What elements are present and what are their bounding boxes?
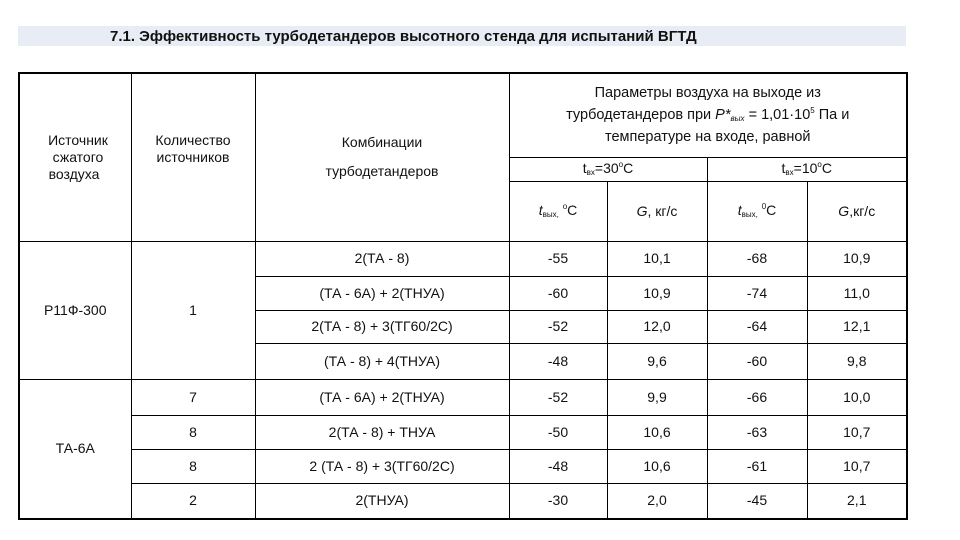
- header-combination: [255, 73, 509, 241]
- t-in-10-symbol: t: [781, 160, 786, 177]
- header-count-line2: источников: [156, 148, 230, 165]
- t30-cell: -30: [509, 483, 607, 519]
- t-in-30-symbol: t: [582, 160, 587, 177]
- t30-cell: -52: [509, 310, 607, 343]
- t30-cell: -48: [509, 343, 607, 379]
- source-cell: ТА-6А: [19, 379, 131, 519]
- g10-cell: 10,9: [807, 241, 907, 276]
- t10-cell: -60: [707, 343, 807, 379]
- count-cell: 2: [131, 483, 255, 519]
- source-cell: Р11Ф-300: [19, 241, 131, 379]
- page-title: 7.1. Эффективность турбодетандеров высотного стенда для испытаний ВГТД: [110, 28, 697, 45]
- col-t30-unit: C: [567, 202, 578, 219]
- col-g30-unit: , кг/с: [647, 202, 678, 219]
- col-t30-sub: вых,: [542, 210, 559, 220]
- g30-cell: 10,6: [607, 415, 707, 449]
- table-row: [19, 483, 907, 519]
- g30-cell: 9,9: [607, 379, 707, 415]
- combo-cell: (ТА - 8) + 4(ТНУА): [255, 343, 509, 379]
- col-t10-symbol: t: [737, 202, 742, 219]
- table-row: [19, 449, 907, 483]
- header-col-g30: [607, 181, 707, 241]
- col-g30-symbol: G: [636, 202, 648, 219]
- g10-cell: 2,1: [807, 483, 907, 519]
- header-col-t30: [509, 181, 607, 241]
- header-col-g10: [807, 181, 907, 241]
- g30-cell: 2,0: [607, 483, 707, 519]
- t10-cell: -68: [707, 241, 807, 276]
- g10-cell: 10,7: [807, 449, 907, 483]
- t-in-30-deg: o: [618, 160, 624, 170]
- g30-cell: 12,0: [607, 310, 707, 343]
- count-cell: 1: [131, 241, 255, 379]
- header-t-in-30: [509, 157, 707, 181]
- combo-cell: (ТА - 6А) + 2(ТНУА): [255, 276, 509, 310]
- t10-cell: -74: [707, 276, 807, 310]
- header-col-t10: [707, 181, 807, 241]
- header-params: [509, 73, 907, 157]
- col-t30-deg: o: [562, 202, 568, 212]
- g10-cell: 10,7: [807, 415, 907, 449]
- header-params-p: P*: [715, 107, 731, 124]
- col-g10-symbol: G: [838, 202, 850, 219]
- count-cell: 8: [131, 449, 255, 483]
- table-row: [19, 379, 907, 415]
- t10-cell: -63: [707, 415, 807, 449]
- combo-cell: 2(ТНУА): [255, 483, 509, 519]
- t30-cell: -55: [509, 241, 607, 276]
- header-t-in-10: [707, 157, 907, 181]
- header-params-line2b: = 1,01·10: [748, 107, 811, 124]
- col-t10-deg: 0: [761, 202, 767, 212]
- header-combo-line2: турбодетандеров: [325, 163, 439, 180]
- header-params-exp: 5: [810, 106, 815, 116]
- col-t10-unit: C: [766, 202, 777, 219]
- header-source: [19, 73, 131, 241]
- combo-cell: (ТА - 6А) + 2(ТНУА): [255, 379, 509, 415]
- header-count-line1: Количество: [155, 132, 231, 149]
- t10-cell: -45: [707, 483, 807, 519]
- t10-cell: -64: [707, 310, 807, 343]
- t10-cell: -66: [707, 379, 807, 415]
- g30-cell: 9,6: [607, 343, 707, 379]
- g10-cell: 11,0: [807, 276, 907, 310]
- t-in-10-deg: o: [817, 160, 822, 170]
- t-in-10-value: =10: [793, 160, 818, 177]
- t10-cell: -61: [707, 449, 807, 483]
- t-in-10-unit: C: [821, 160, 832, 177]
- header-combo-line1: Комбинации: [341, 134, 423, 151]
- t30-cell: -50: [509, 415, 607, 449]
- g10-cell: 9,8: [807, 343, 907, 379]
- t30-cell: -52: [509, 379, 607, 415]
- count-cell: 8: [131, 415, 255, 449]
- t-in-30-unit: C: [623, 160, 634, 177]
- g30-cell: 10,9: [607, 276, 707, 310]
- header-source-line3: воздуха: [48, 165, 100, 182]
- combo-cell: 2(ТА - 8) + ТНУА: [255, 415, 509, 449]
- t-in-10-sub: вх: [785, 168, 794, 178]
- header-params-line2a: турбодетандеров при: [566, 107, 712, 124]
- t30-cell: -48: [509, 449, 607, 483]
- t-in-30-value: =30: [594, 160, 619, 177]
- header-count: [131, 73, 255, 241]
- header-source-line2: сжатого: [52, 148, 104, 165]
- header-params-line1: Параметры воздуха на выходе из: [594, 84, 821, 101]
- combo-cell: 2(ТА - 8): [255, 241, 509, 276]
- g30-cell: 10,1: [607, 241, 707, 276]
- g10-cell: 10,0: [807, 379, 907, 415]
- header-source-line1: Источник: [48, 132, 108, 149]
- g30-cell: 10,6: [607, 449, 707, 483]
- col-g10-unit: ,кг/с: [849, 202, 876, 219]
- t-in-30-sub: вх: [586, 168, 595, 178]
- t30-cell: -60: [509, 276, 607, 310]
- count-cell: 7: [131, 379, 255, 415]
- header-params-p-sub: вых: [730, 114, 745, 124]
- efficiency-table: [18, 72, 908, 520]
- col-t30-symbol: t: [538, 202, 543, 219]
- g10-cell: 12,1: [807, 310, 907, 343]
- col-t10-sub: вых,: [741, 210, 758, 220]
- table-row: [19, 241, 907, 276]
- combo-cell: 2(ТА - 8) + 3(ТГ60/2С): [255, 310, 509, 343]
- header-params-line2c: Па и: [818, 107, 850, 124]
- table-row: [19, 415, 907, 449]
- combo-cell: 2 (ТА - 8) + 3(ТГ60/2С): [255, 449, 509, 483]
- header-params-line3: температуре на входе, равной: [604, 129, 811, 146]
